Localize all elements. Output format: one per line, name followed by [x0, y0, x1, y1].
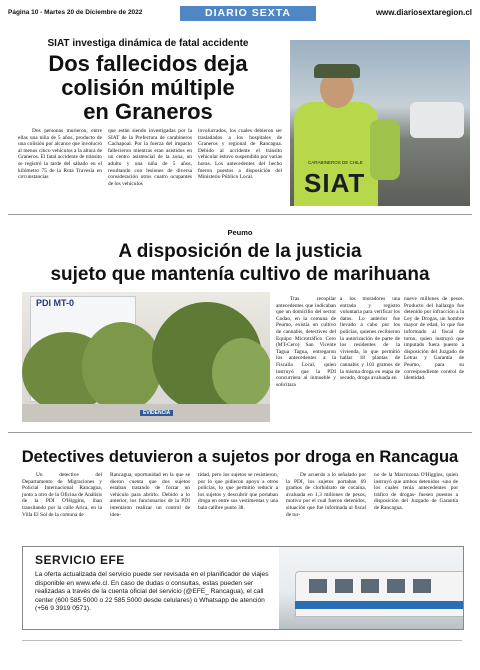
article1-headline-line1: Dos fallecidos deja	[48, 51, 248, 76]
article1-headline-line3: en Graneros	[83, 99, 213, 124]
train-band	[295, 601, 464, 609]
train-window	[413, 579, 431, 593]
train-window	[335, 579, 353, 593]
second-officer	[370, 120, 400, 180]
article1-headline-line2: colisión múltiple	[61, 75, 235, 100]
website-link[interactable]: www.diariosextaregion.cl	[375, 8, 472, 17]
train-photo	[279, 547, 463, 629]
ad-body: La oferta actualizada del servicio puede ser revisada en el planificador de viajes disponible en www.efe.cl. En caso de dudas o consultas, estas pueden ser realizadas a través de la cuenta oficial del servicio (@EFE_ Rancagua), el call center (600 585 5000 o 22 585 5000 desde celulares) o Whatsapp de atención (+56 9 3919 0571).	[35, 571, 269, 613]
page-header	[8, 6, 472, 34]
evidence-label: EVIDENCIA	[140, 410, 173, 416]
article1-kicker: SIAT investiga dinámica de fatal accidente	[47, 38, 249, 49]
masthead: DIARIO SEXTA REGIÓN	[180, 6, 316, 21]
page-date: Página 10 - Martes 20 de Diciembre de 2022	[8, 9, 143, 16]
article1-column-1: Dos personas murieron, entre ellas una niña de 5 años, producto de una colisión por alcance que involucró al menos cinco vehículos a la altura de Graneros. El fatal accidente de tránsito se registró la tarde del sábado en el kilómetro 75 de la Ruta Travesía en circunstancias	[18, 128, 102, 181]
train-window	[387, 579, 405, 593]
pdi-banner-text: PDI MT-0	[36, 298, 75, 308]
article2-column-1: Tras recopilar antecedentes que indicaban que un domicilio del sector Codao, en la comuna de Peumo, existía un cultivo de cannabis, detectives del Equipo Microtráfico Cero (MT-Cero) San Vicente Tagua Tagua, entregaron los antecedentes a la Fiscalía Local, quien instruyó que la PDI concurriera al inmueble y solicitara	[276, 296, 336, 388]
plant-shape	[212, 338, 270, 408]
vest-siat-text: SIAT	[304, 168, 366, 198]
article2-headline-line1: A disposición de la justicia	[118, 241, 362, 262]
efe-service-ad	[22, 546, 464, 630]
article2-column-2: a los moradores una entrada y registro voluntaria para verificar los datos. Lo anterior fue llevado a cabo por los policías, quienes recibieron la autorización de parte de los residentes de la vivienda, lo que permitió hallar 18 plantas de cannabis y 103 gramos de la misma droga en etapa de secado, droga avaluada en	[340, 296, 400, 382]
article1-column-3: involucrados, los cuales debieron ser trasladados a los hospitales de Graneros y regional de Rancagua. Debido al accidente el tránsito vehicular estuvo suspendido por varias horas. Los antecedentes del hecho fueron puestos a disposición del Ministerio Público Local.	[198, 128, 282, 181]
ad-title: SERVICIO EFE	[35, 553, 125, 567]
article3-column-5: no de la Macrozona O'Higgins, quien instruyó que ambos detenidos -uno de los cuales tenía antecedentes por tráfico de drogas- fuesen puestos a disposición del Juzgado de Garantía de Rancagua.	[374, 472, 458, 511]
train-car	[295, 571, 464, 617]
accident-photo	[290, 40, 470, 206]
article3-column-2: Rancagua, oportunidad en la que se dieron cuenta que dos sujetos estaban tratando de forzar un vehículo para abrirlo. Debido a lo anterior, los funcionarios de la PDI intentaron realizar un control de iden-	[110, 472, 190, 518]
marijuana-photo	[22, 292, 270, 422]
article2-headline-line2: sujeto que mantenía cultivo de marihuana	[50, 264, 430, 285]
article1-column-2: que están siendo investigadas por la SIAT de la Prefectura de carabineros Cachapoal. Por la fuerza del impacto fallecieron mientras eran asistidos en un centro asistencial de la zona, un adulto y una niña de 5 años, resultando con lesiones de diversa consideración otros cuatro ocupantes de los vehículos	[108, 128, 192, 187]
train-window	[361, 579, 379, 593]
article3-column-4: De acuerdo a lo señalado por la PDI, los sujetos portaban 69 gramos de clorhidrato de cocaína, avaluada en 1,3 millones de pesos, motivo por el cual fueron detenidos, situación que fue informada al fiscal de tur-	[286, 472, 366, 518]
article2-column-3: nueve millones de pesos. Producto del hallazgo fue detenido por infracción a la Ley de Drogas, un hombre mayor de edad, lo que fue informado al fiscal de turno, quien instruyó que imputado fuera puesto a disposición del Juzgado de Letras y Garantía de Peumo, para su correspondiente control de identidad.	[404, 296, 464, 382]
footer-rule	[22, 640, 462, 641]
article3-headline: Detectives detuvieron a sujetos por droga en Rancagua	[21, 448, 459, 466]
train-window	[309, 579, 327, 593]
article2-kicker: Peumo	[227, 228, 253, 237]
article3-column-1: Un detective del Departamento de Migraciones y Policial Internacional Rancagua, junto a otro de la Oficina de Análisis de la PDI O'Higgins, iban transitando por la calle Arica, en la Villa El Sol de la comuna de	[22, 472, 102, 518]
vehicle-shape	[410, 102, 464, 138]
section-divider	[8, 432, 472, 433]
article3-column-3: tidad, pero los sujetos se resistieron, por lo que pidieron apoyo a otros policías, lo que permitió reducir a los sujetos y descubrir que portaban droga en entre sus vestimentas y una bala calibre punto 38.	[198, 472, 278, 511]
section-divider	[8, 214, 472, 215]
article1-headline	[8, 52, 288, 124]
officer-cap	[314, 64, 360, 78]
plant-shape	[82, 322, 162, 412]
vest-subtext: CARABINEROS DE CHILE	[308, 160, 363, 165]
article2-headline	[0, 240, 480, 286]
